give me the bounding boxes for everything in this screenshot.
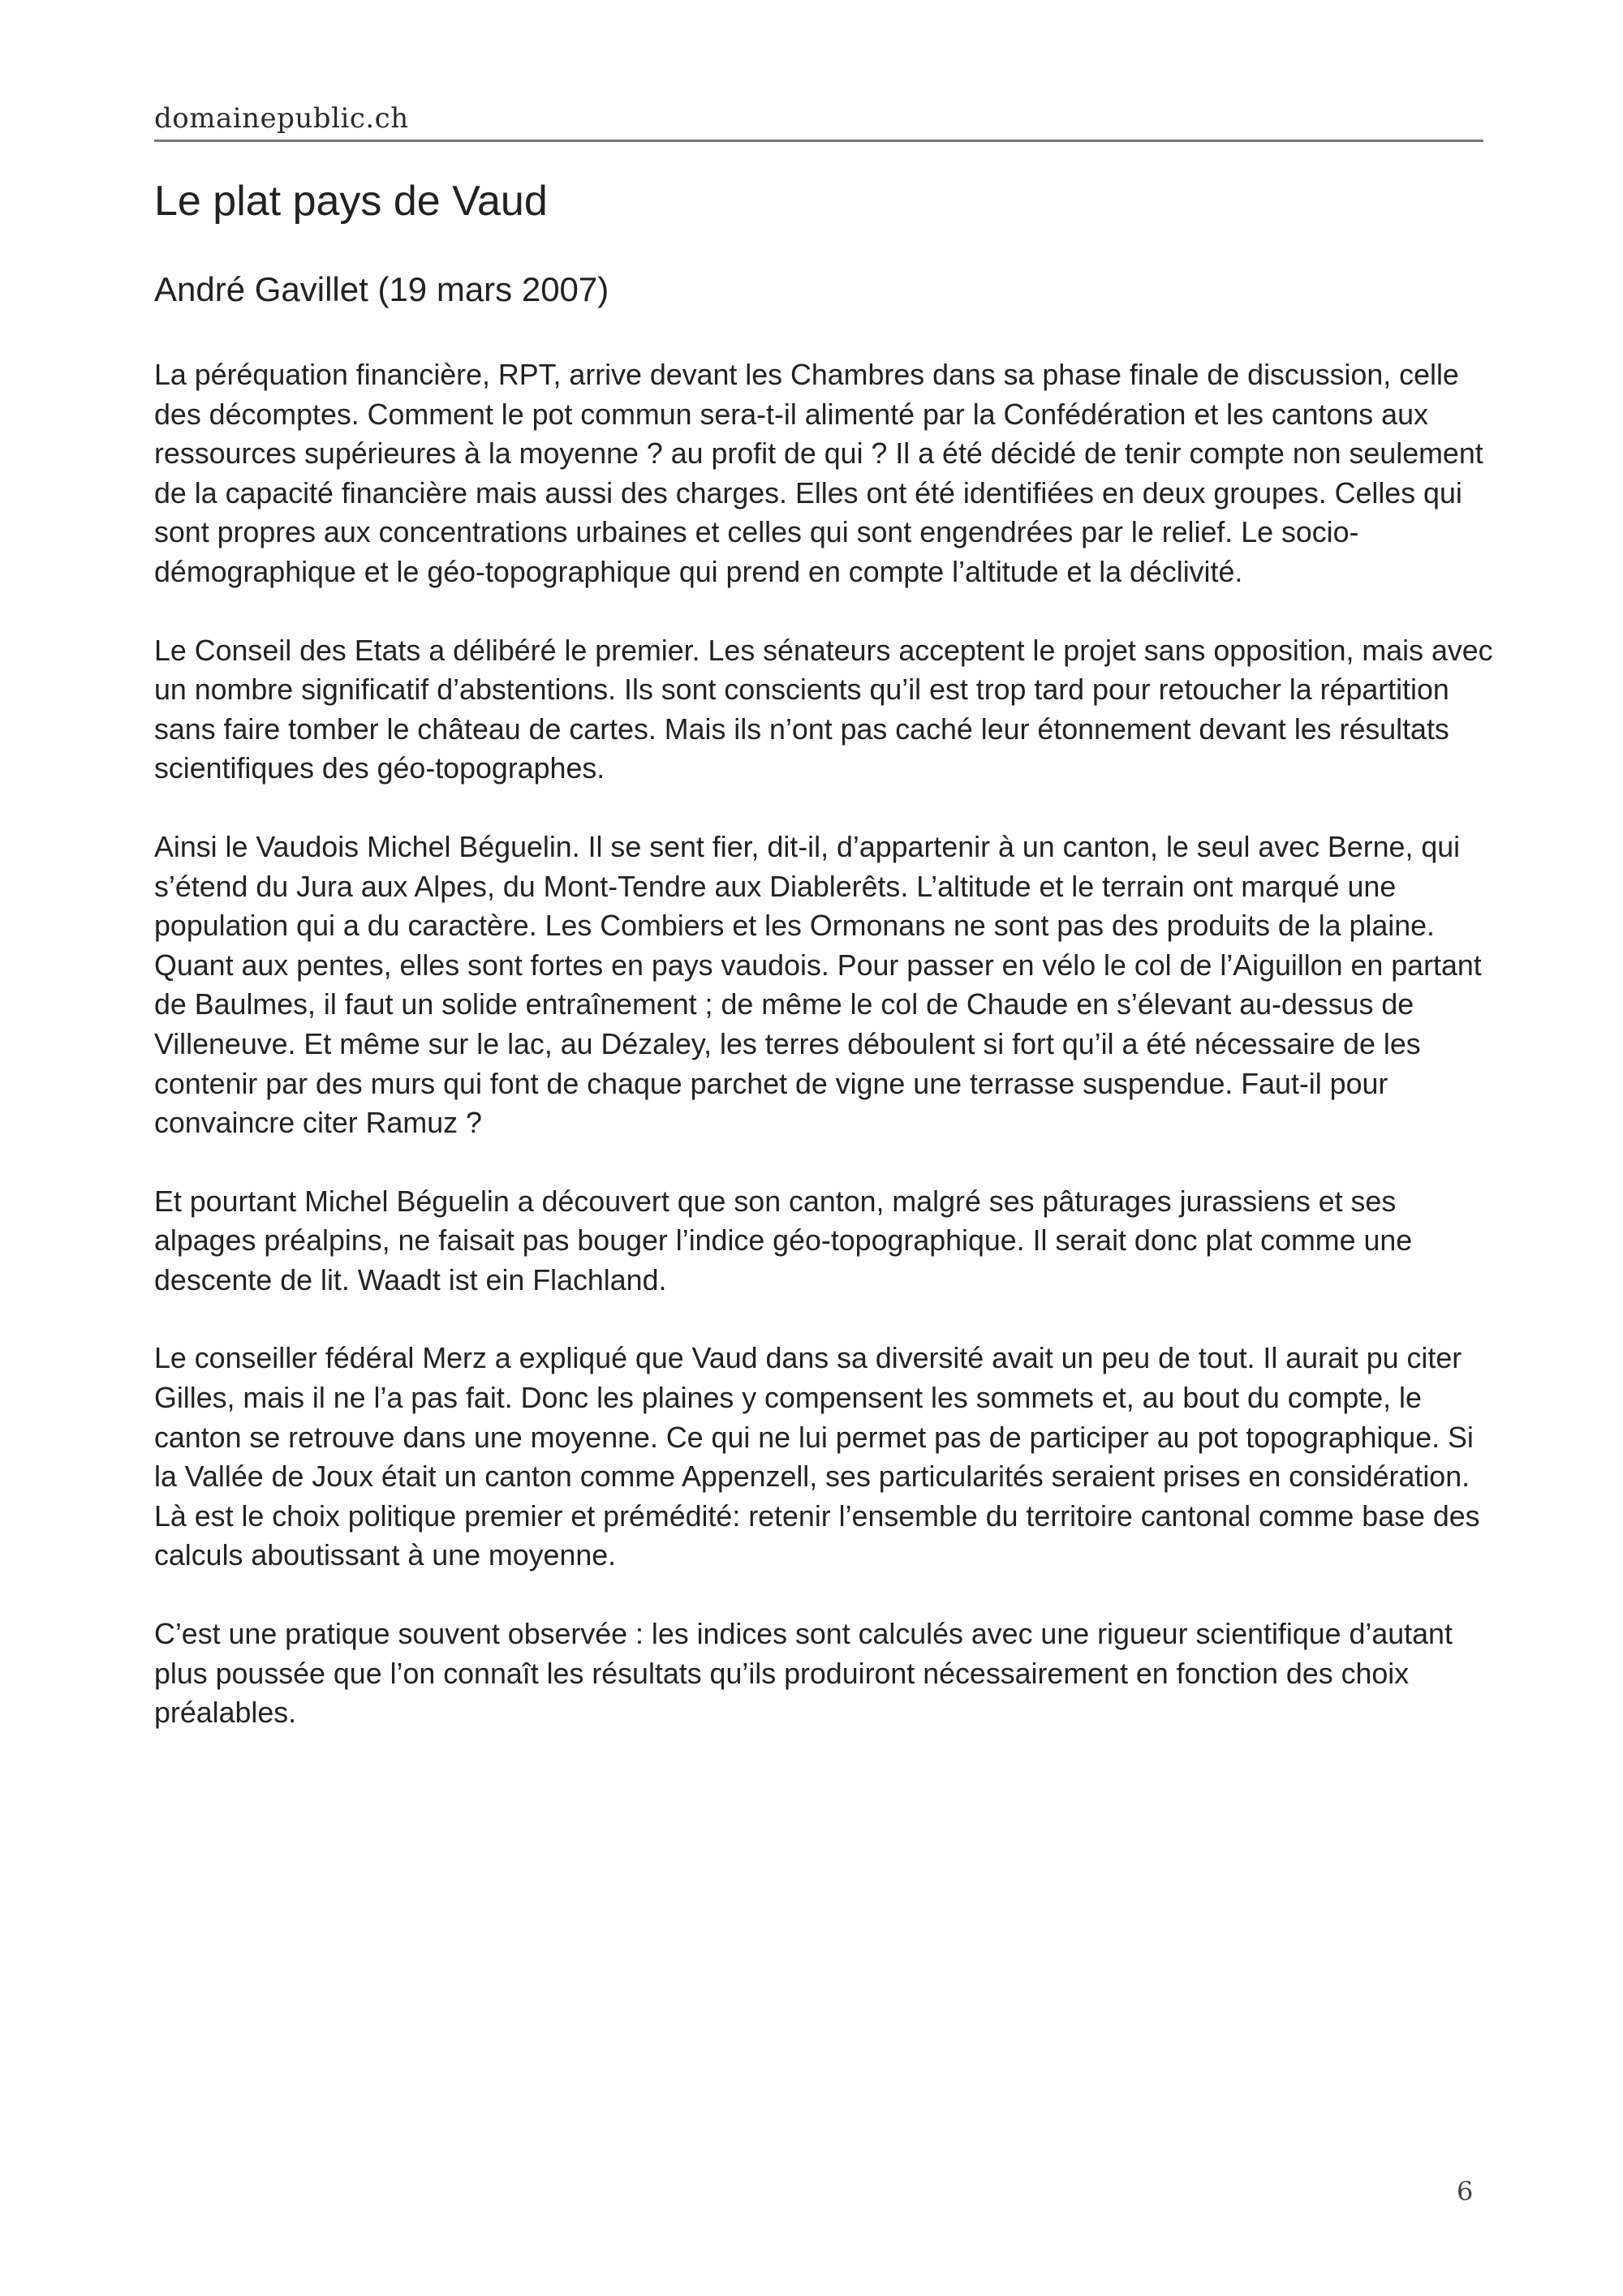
article-title: Le plat pays de Vaud: [154, 178, 548, 225]
site-name: domainepublic.ch: [154, 102, 409, 135]
page-header: [154, 99, 1483, 142]
body-paragraph: La péréquation financière, RPT, arrive devant les Chambres dans sa phase finale de discussion, celle des décomptes. Comment le pot commun sera-t-il alimenté par la Confédération et les cantons aux ressources supérieures à la moyenne ? au profit de qui ? Il a été décidé de tenir compte non seulement de la capacité financière mais aussi des charges. Elles ont été identifiées en deux groupes. Celles qui sont propres aux concentrations urbaines et celles qui sont engendrées par le relief. Le socio-démographique et le géo-topographique qui prend en compte l’altitude et la déclivité.: [154, 359, 1483, 588]
body-paragraph: Le Conseil des Etats a délibéré le premier. Les sénateurs acceptent le projet sans opposition, mais avec un nombre significatif d’abstentions. Ils sont conscients qu’il est trop tard pour retoucher la répartition sans faire tomber le château de cartes. Mais ils n’ont pas caché leur étonnement devant les résultats scientifiques des géo-topographes.: [154, 634, 1493, 785]
body-paragraph: Ainsi le Vaudois Michel Béguelin. Il se sent fier, dit-il, d’appartenir à un canton, le seul avec Berne, qui s’étend du Jura aux Alpes, du Mont-Tendre aux Diablerêts. L’altitude et le terrain ont marqué une population qui a du caractère. Les Combiers et les Ormonans ne sont pas des produits de la plaine. Quant aux pentes, elles sont fortes en pays vaudois. Pour passer en vélo le col de l’Aiguillon en partant de Baulmes, il faut un solide entraînement ; de même le col de Chaude en s’élevant au-dessus de Villeneuve. Et même sur le lac, au Dézaley, les terres déboulent si fort qu’il a été nécessaire de les contenir par des murs qui font de chaque parchet de vigne une terrasse suspendue. Faut-il pour convaincre citer Ramuz ?: [154, 830, 1482, 1140]
body-paragraph: C’est une pratique souvent observée : les indices sont calculés avec une rigueur scientifique d’autant plus poussée que l’on connaît les résultats qu’ils produiront nécessairement en fonction des choix préalables.: [154, 1618, 1453, 1730]
article-byline: André Gavillet (19 mars 2007): [154, 270, 609, 308]
article-body: [154, 355, 1493, 1772]
body-paragraph: Et pourtant Michel Béguelin a découvert que son canton, malgré ses pâturages jurassiens et ses alpages préalpins, ne faisait pas bouger l’indice géo-topographique. Il serait donc plat comme une descente de lit. Waadt ist ein Flachland.: [154, 1185, 1413, 1296]
page-number: 6: [1457, 2176, 1474, 2207]
body-paragraph: Le conseiller fédéral Merz a expliqué que Vaud dans sa diversité avait un peu de tout. Il aurait pu citer Gilles, mais il ne l’a pas fait. Donc les plaines y compensent les sommets et, au bout du compte, le canton se retrouve dans une moyenne. Ce qui ne lui permet pas de participer au pot topographique. Si la Vallée de Joux était un canton comme Appenzell, ses particularités seraient prises en considération. Là est le choix politique premier et prémédité: retenir l’ensemble du territoire cantonal comme base des calculs aboutissant à une moyenne.: [154, 1342, 1480, 1572]
